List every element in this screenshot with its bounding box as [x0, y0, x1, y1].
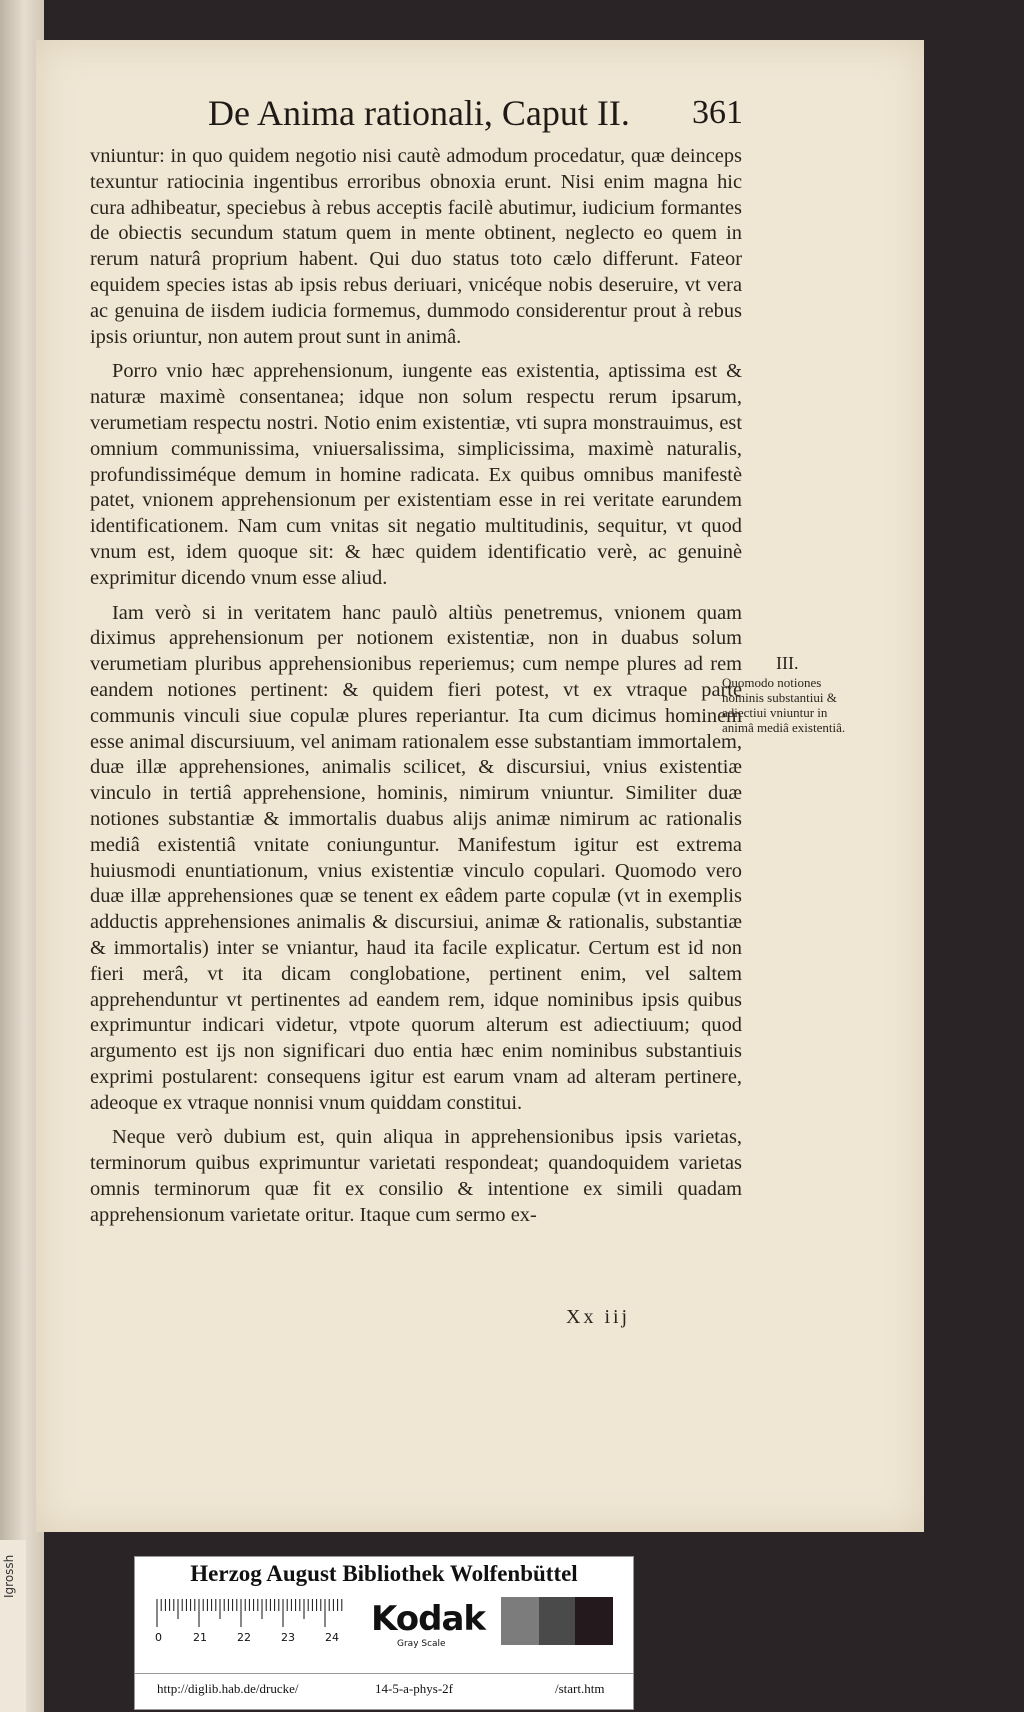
- ruler-label-22: 22: [237, 1631, 251, 1644]
- marginal-number: III.: [776, 653, 799, 673]
- ruler-label-24: 24: [325, 1631, 339, 1644]
- marginal-note: [722, 653, 852, 735]
- ruler-scale: [155, 1597, 345, 1629]
- url-part-id: 14-5-a-phys-2f: [375, 1681, 453, 1696]
- paragraph-3: Iam verò si in veritatem hanc paulò altiùs penetremus, vnionem quam diximus apprehensionum per notionem existentiæ, non in duabus solum verumetiam pluribus apprehensionibus reperiemus; cum nempe plures ad rem eandem notiones pertinent: & quidem fieri potest, vt ex vtraque parte communis vinculi siue copulæ plures reperiantur. Ita cum dicimus hominem esse animal discursiuum, vel animam rationalem esse substantiam immortalem, duæ illæ apprehensiones, animalis scilicet, & discursiui, vnius existentiæ vinculo in tertiâ apprehensione, hominis, nimirum vniuntur. Similiter duæ notiones substantiæ & immortalis duabus alijs animæ nimirum ac rationalis mediâ existentiâ vnitate coniunguntur. Manifestum igitur est extrema huiusmodi enuntiationum, vnius existentiæ vinculo copulari. Quomodo vero duæ illæ apprehensiones quæ se tenent ex eâdem parte copulæ (vt in exemplis adductis apprehensiones animalis & discursiui, animæ & rationalis, substantiæ & immortalis) inter se vniantur, haud ita facile explicatur. Certum est id non fieri merâ, vt ita dicam conglobatione, pertinent enim, vel saltem apprehenduntur vt pertinentes ad eandem rem, idque nominibus ipsis quibus exprimuntur indicari videtur, vtpote quorum alterum est adiectiuum; quod argumento est ijs non significari duo entia hæc enim nominibus substantiuis exprimi postularent: consequens igitur est earum vnam ad alteram pertinere, adeoque ex vtraque nonnisi vnum quiddam constitui.: [90, 601, 742, 1114]
- ruler-label-21: 21: [193, 1631, 207, 1644]
- url-part-start: /start.htm: [555, 1681, 605, 1696]
- ruler-label-23: 23: [281, 1631, 295, 1644]
- paragraph-2: Porro vnio hæc apprehensionum, iungente eas existentia, aptissima est & naturæ maximè consentanea; idque non solum respectu rerum ipsarum, verumetiam respectu nostri. Notio enim existentiæ, vti supra monstrauimus, est omnium communissima, vniuersalissima, simplicissima, maximè naturalis, profundissiméque demum in homine radicata. Ex quibus omnibus manifestè patet, vnionem apprehensionum per existentiam esse in rei veritate earundem identificationem. Nam cum vnitas sit negatio multitudinis, sequitur, vt quod vnum est, idem quoque sit: & hæc quidem identificatio verè, ac genuinè exprimitur dicendo vnum esse aliud.: [90, 360, 742, 589]
- main-text: [90, 144, 742, 1229]
- page-header: [208, 92, 808, 152]
- page-number: 361: [692, 94, 743, 131]
- gray-scale-label: Gray Scale: [397, 1639, 446, 1649]
- signature-mark: Xx iij: [566, 1306, 631, 1328]
- ruler-labels: [155, 1631, 355, 1647]
- marginal-text: Quomodo notiones nominis substantiui & adiectiui vniuntur in animâ mediâ existentiâ.: [722, 675, 846, 735]
- url-part-base: http://diglib.hab.de/drucke/: [157, 1681, 299, 1696]
- library-title: Herzog August Bibliothek Wolfenbüttel: [190, 1561, 578, 1586]
- gray-swatches: [501, 1597, 613, 1645]
- swatch-light: [501, 1597, 539, 1645]
- color-target-card: [134, 1556, 634, 1710]
- card-divider: [135, 1673, 633, 1674]
- paragraph-1: vniuntur: in quo quidem negotio nisi cautè admodum procedatur, quæ deinceps texuntur ratiocinia ingentibus erroribus obnoxia erunt. Nisi enim magna hic cura adhibeatur, speciebus à rebus acceptis facilè abutimur, iudicium formantes de obiectis secundum statum quem in mente obtinent, neglecto eo quem in rerum naturâ proprium habent. Qui duo status toto cælo differunt. Fateor equidem species istas ab ipsis rebus deriuari, vnicéque nobis deseruire, vt vera ac genuina de iisdem iudicia formemus, dummodo considerentur prout à rebus ipsis oriuntur, non autem prout sunt in animâ.: [90, 145, 742, 348]
- paragraph-4: Neque verò dubium est, quin aliqua in apprehensionibus ipsis varietas, terminorum quibus exprimuntur varietati respondeat; quandoquidem varietas omnis terminorum quæ fit ex consilio & intentione ex simili quadam apprehensionum varietate oritur. Itaque cum sermo ex-: [90, 1126, 742, 1226]
- ruler-label-0: 0: [155, 1631, 162, 1644]
- kodak-logo: Kodak: [371, 1599, 485, 1639]
- book-page: [36, 40, 924, 1532]
- running-title: De Anima rationali, Caput II.: [208, 93, 630, 133]
- binding-strip: [0, 1540, 26, 1712]
- swatch-dark: [575, 1597, 613, 1645]
- swatch-mid: [539, 1597, 575, 1645]
- binding-label: Igrossh: [2, 1554, 16, 1598]
